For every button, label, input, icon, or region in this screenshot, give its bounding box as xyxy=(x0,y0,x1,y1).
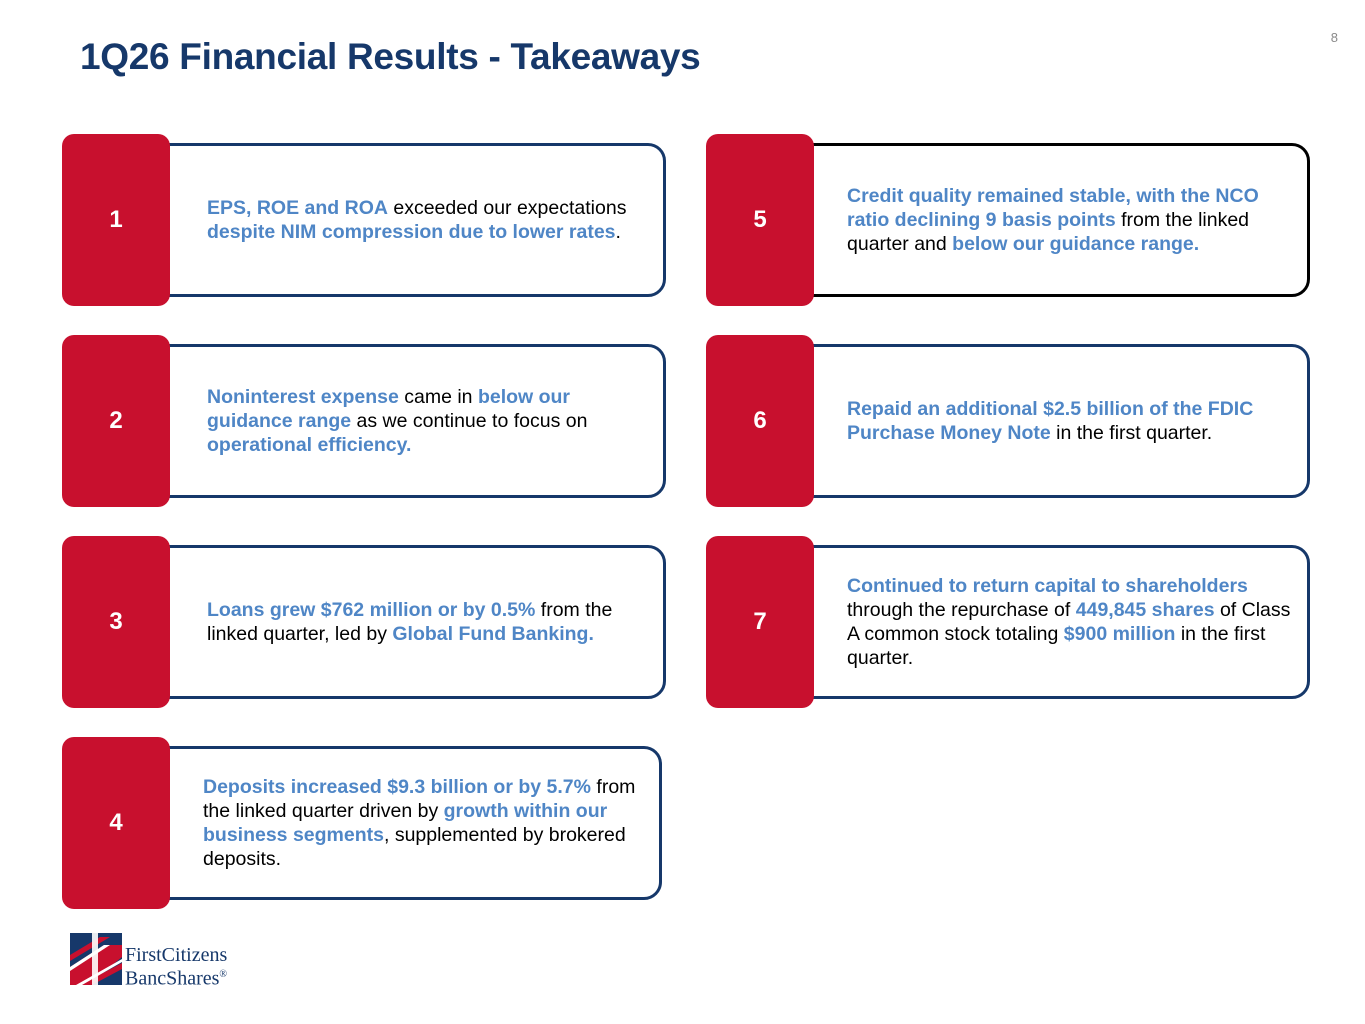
card-text xyxy=(207,134,652,306)
number-badge: 7 xyxy=(706,536,814,708)
number-badge: 5 xyxy=(706,134,814,306)
takeaway-card-2 xyxy=(62,335,666,507)
body-text: from the linked quarter and xyxy=(847,209,1250,255)
highlight-text: Credit quality remained stable, with the NCO ratio declining 9 basis points xyxy=(847,185,1259,231)
takeaway-card-1 xyxy=(62,134,666,306)
highlight-text: below our guidance range. xyxy=(952,233,1200,255)
highlight-text: Loans grew $762 million or by 0.5% xyxy=(207,599,536,621)
card-text xyxy=(847,536,1296,708)
highlight-text: $900 million xyxy=(1063,623,1176,645)
highlight-text: despite NIM compression due to lower rates xyxy=(207,221,616,243)
takeaway-card-3 xyxy=(62,536,666,708)
body-text: from the linked quarter, led by xyxy=(207,599,613,645)
highlight-text: Repaid an additional $2.5 billion of the FDIC Purchase Money Note xyxy=(847,398,1254,444)
card-text xyxy=(847,335,1296,507)
registered-mark: ® xyxy=(219,969,228,980)
highlight-text: Global Fund Banking. xyxy=(392,623,594,645)
logo-line-1: FirstCitizens xyxy=(125,944,228,966)
highlight-text: EPS, ROE and ROA xyxy=(207,197,388,219)
card-text xyxy=(203,737,652,909)
body-text: came in xyxy=(398,386,478,408)
takeaway-card-4 xyxy=(62,737,662,909)
highlight-text: Continued to return capital to shareholders xyxy=(847,575,1248,597)
takeaway-card-5 xyxy=(706,134,1310,306)
body-text: exceeded our expectations xyxy=(387,197,627,219)
number-badge: 4 xyxy=(62,737,170,909)
number-badge: 3 xyxy=(62,536,170,708)
page-title: 1Q26 Financial Results - Takeaways xyxy=(80,36,701,77)
highlight-text: below our guidance range xyxy=(207,386,571,432)
body-text: from the linked quarter driven by xyxy=(203,776,636,822)
card-text xyxy=(847,134,1302,306)
flag-logo-icon xyxy=(70,933,122,985)
number-badge: 1 xyxy=(62,134,170,306)
takeaway-card-6 xyxy=(706,335,1310,507)
body-text: of Class A common stock totaling xyxy=(847,599,1291,645)
number-badge: 2 xyxy=(62,335,170,507)
body-text: , supplemented by brokered deposits. xyxy=(203,824,626,870)
card-text xyxy=(207,536,652,708)
highlight-text: Deposits increased $9.3 billion or by 5.7% xyxy=(203,776,591,798)
body-text: as we continue to focus on xyxy=(351,410,588,432)
logo-line-2-text: BancShares xyxy=(125,967,220,990)
highlight-text: Noninterest expense xyxy=(207,386,399,408)
body-text: . xyxy=(615,221,621,243)
card-text xyxy=(207,335,652,507)
logo-line-2 xyxy=(125,965,227,989)
highlight-text: operational efficiency. xyxy=(207,434,412,456)
body-text: in the first quarter. xyxy=(1050,422,1213,444)
body-text: in the first quarter. xyxy=(847,623,1266,669)
company-logo xyxy=(70,931,260,990)
highlight-text: 449,845 shares xyxy=(1075,599,1215,621)
page-number: 8 xyxy=(1330,30,1338,45)
takeaway-card-7 xyxy=(706,536,1310,708)
highlight-text: growth within our business segments xyxy=(203,800,608,846)
number-badge: 6 xyxy=(706,335,814,507)
body-text: through the repurchase of xyxy=(847,599,1076,621)
